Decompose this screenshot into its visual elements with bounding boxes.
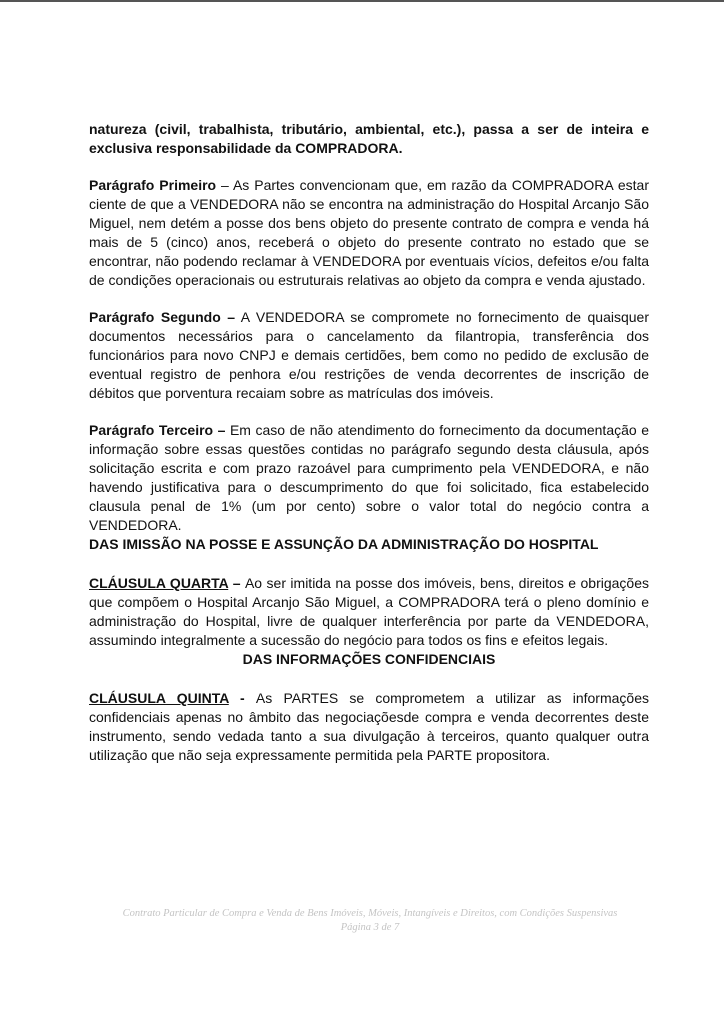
paragrafo-terceiro (89, 421, 649, 535)
clausula-quinta-label: CLÁUSULA QUINTA (89, 690, 229, 706)
section-heading-confidenciais: DAS INFORMAÇÕES CONFIDENCIAIS (242, 651, 496, 667)
intro-paragraph: natureza (civil, trabalhista, tributário, ambiental, etc.), passa a ser de inteira e exclusiva responsabilidade da COMPRADORA. (89, 121, 649, 156)
clausula-quarta-text: Ao ser imitida na posse dos imóveis, bens, direitos e obrigações que compõem o Hospital Arcanjo São Miguel, a COMPRADORA terá o pleno domínio e administração do Hospital, livre de qualquer interferência por parte da VENDEDORA, assumindo integralmente a sucessão do negócio para todos os fins e efeitos legais. (89, 575, 649, 648)
clausula-quarta (89, 574, 649, 650)
footer-page-number: Página 3 de 7 (340, 922, 400, 933)
paragrafo-primeiro-label: Parágrafo Primeiro (89, 177, 217, 193)
paragrafo-primeiro (89, 176, 649, 290)
paragrafo-segundo-text: A VENDEDORA se compromete no fornecimento de quaisquer documentos necessários para o cancelamento da filantropia, transferência dos funcionários para novo CNPJ e demais certidões, bem como no pedido de exclusão de eventual registro de penhora e/ou restrições de venda decorrentes de inscrição de débitos que porventura recaiam sobre as matrículas dos imóveis. (89, 309, 650, 401)
clausula-quarta-dash: – (228, 575, 245, 591)
clausula-quarta-label: CLÁUSULA QUARTA (89, 575, 229, 591)
clausula-quinta (89, 689, 649, 765)
paragrafo-segundo-label: Parágrafo Segundo – (89, 309, 236, 325)
scan-edge-line (0, 0, 724, 4)
page-footer (70, 907, 670, 935)
paragrafo-terceiro-text: Em caso de não atendimento do fornecimento da documentação e informação sobre essas questões contidas no parágrafo segundo desta cláusula, após solicitação escrita e com prazo razoável para cumprimento pela VENDEDORA, e não havendo justificativa para o descumprimento do que foi solicitado, fica estabelecido clausula penal de 1% (um por cento) sobre o valor total do negócio contra a VENDEDORA. (89, 422, 649, 533)
paragrafo-terceiro-label: Parágrafo Terceiro – (89, 422, 226, 438)
footer-contract-title: Contrato Particular de Compra e Venda de Bens Imóveis, Móveis, Intangíveis e Direitos, com Condições Suspensivas (122, 908, 618, 919)
document-body (89, 120, 649, 765)
clausula-quinta-dash: - (228, 690, 256, 706)
clausula-quinta-text: As PARTES se comprometem a utilizar as informações confidenciais apenas no âmbito das negociaçõesde compra e venda decorrentes deste instrumento, sendo vedada tanto a sua divulgação à terceiros, quanto qualquer outra utilização que não seja expressamente permitida pela PARTE propositora. (89, 690, 649, 763)
section-heading-posse: DAS IMISSÃO NA POSSE E ASSUNÇÃO DA ADMINISTRAÇÃO DO HOSPITAL (89, 536, 599, 552)
paragrafo-segundo (89, 308, 649, 403)
paragrafo-primeiro-text: – As Partes convencionam que, em razão da COMPRADORA estar ciente de que a VENDEDORA não se encontra na administração do Hospital Arcanjo São Miguel, nem detém a posse dos bens objeto do presente contrato de compra e venda há mais de 5 (cinco) anos, receberá o objeto do presente contrato no estado que se encontrar, não podendo reclamar à VENDEDORA por eventuais vícios, defeitos e/ou falta de condições operacionais ou estruturais relativas ao objeto da compra e venda ajustado. (89, 177, 649, 288)
